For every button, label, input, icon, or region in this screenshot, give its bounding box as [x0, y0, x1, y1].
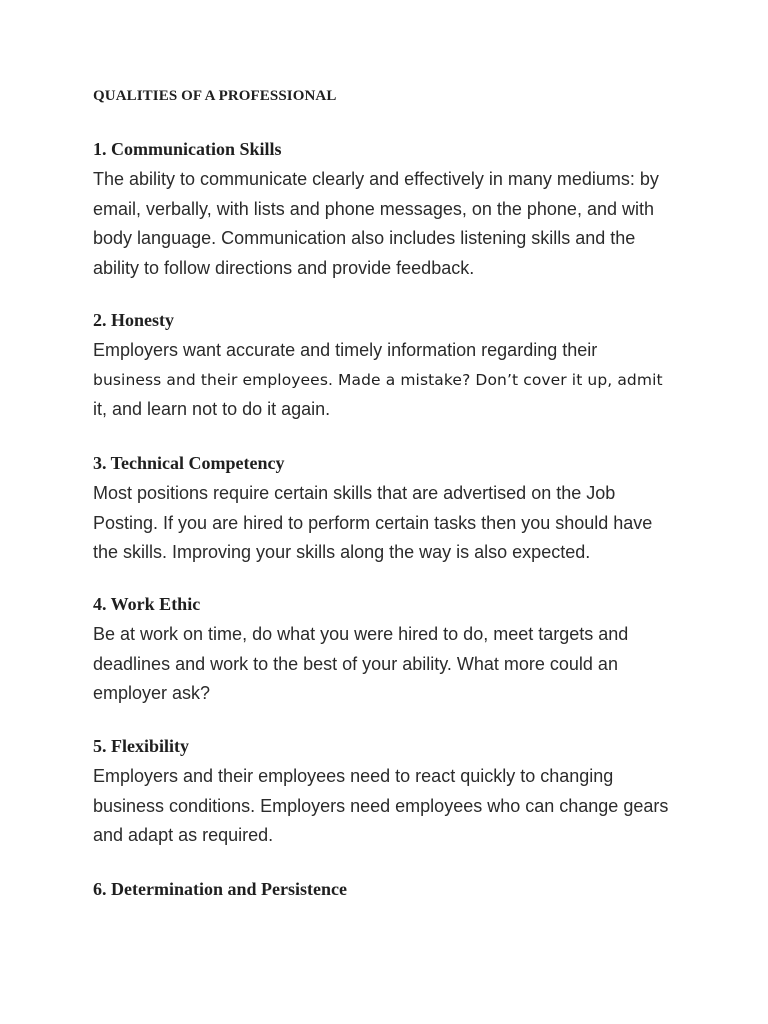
- body-text-line: business and their employees. Made a mistake? Don’t cover it up, admit: [93, 370, 663, 389]
- section-technical-competency: [93, 452, 693, 568]
- section-heading: 5. Flexibility: [93, 736, 189, 756]
- body-text-line: ability to follow directions and provide feedback.: [93, 257, 475, 278]
- body-text-line: the skills. Improving your skills along the way is also expected.: [93, 542, 591, 562]
- body-text-line: Most positions require certain skills that are advertised on the Job: [93, 483, 616, 503]
- section-work-ethic: [93, 593, 693, 709]
- section-honesty: [93, 309, 693, 425]
- body-text-line: Be at work on time, do what you were hired to do, meet targets and: [93, 624, 629, 644]
- section-communication-skills: [93, 138, 693, 283]
- body-text-line: deadlines and work to the best of your ability. What more could an: [93, 653, 618, 674]
- section-heading: 3. Technical Competency: [93, 453, 285, 473]
- body-text-line: Employers and their employees need to react quickly to changing: [93, 766, 614, 786]
- section-determination-persistence: [93, 878, 693, 905]
- section-heading: 1. Communication Skills: [93, 139, 282, 159]
- body-text-line: body language. Communication also includes listening skills and the: [93, 228, 636, 248]
- body-text-line: employer ask?: [93, 683, 211, 703]
- page-title: QUALITIES OF A PROFESSIONAL: [93, 88, 337, 104]
- section-heading: 4. Work Ethic: [93, 594, 201, 614]
- body-text-line: Employers want accurate and timely information regarding their: [93, 340, 598, 360]
- section-heading: 6. Determination and Persistence: [93, 879, 347, 899]
- body-text-line: it, and learn not to do it again.: [93, 399, 331, 419]
- body-text-line: and adapt as required.: [93, 825, 274, 845]
- body-text-line: Posting. If you are hired to perform certain tasks then you should have: [93, 512, 653, 533]
- section-heading: 2. Honesty: [93, 310, 174, 330]
- section-flexibility: [93, 735, 693, 851]
- body-text-line: email, verbally, with lists and phone messages, on the phone, and with: [93, 198, 654, 219]
- body-text-line: The ability to communicate clearly and effectively in many mediums: by: [93, 169, 659, 189]
- body-text-line: business conditions. Employers need employees who can change gears: [93, 795, 669, 816]
